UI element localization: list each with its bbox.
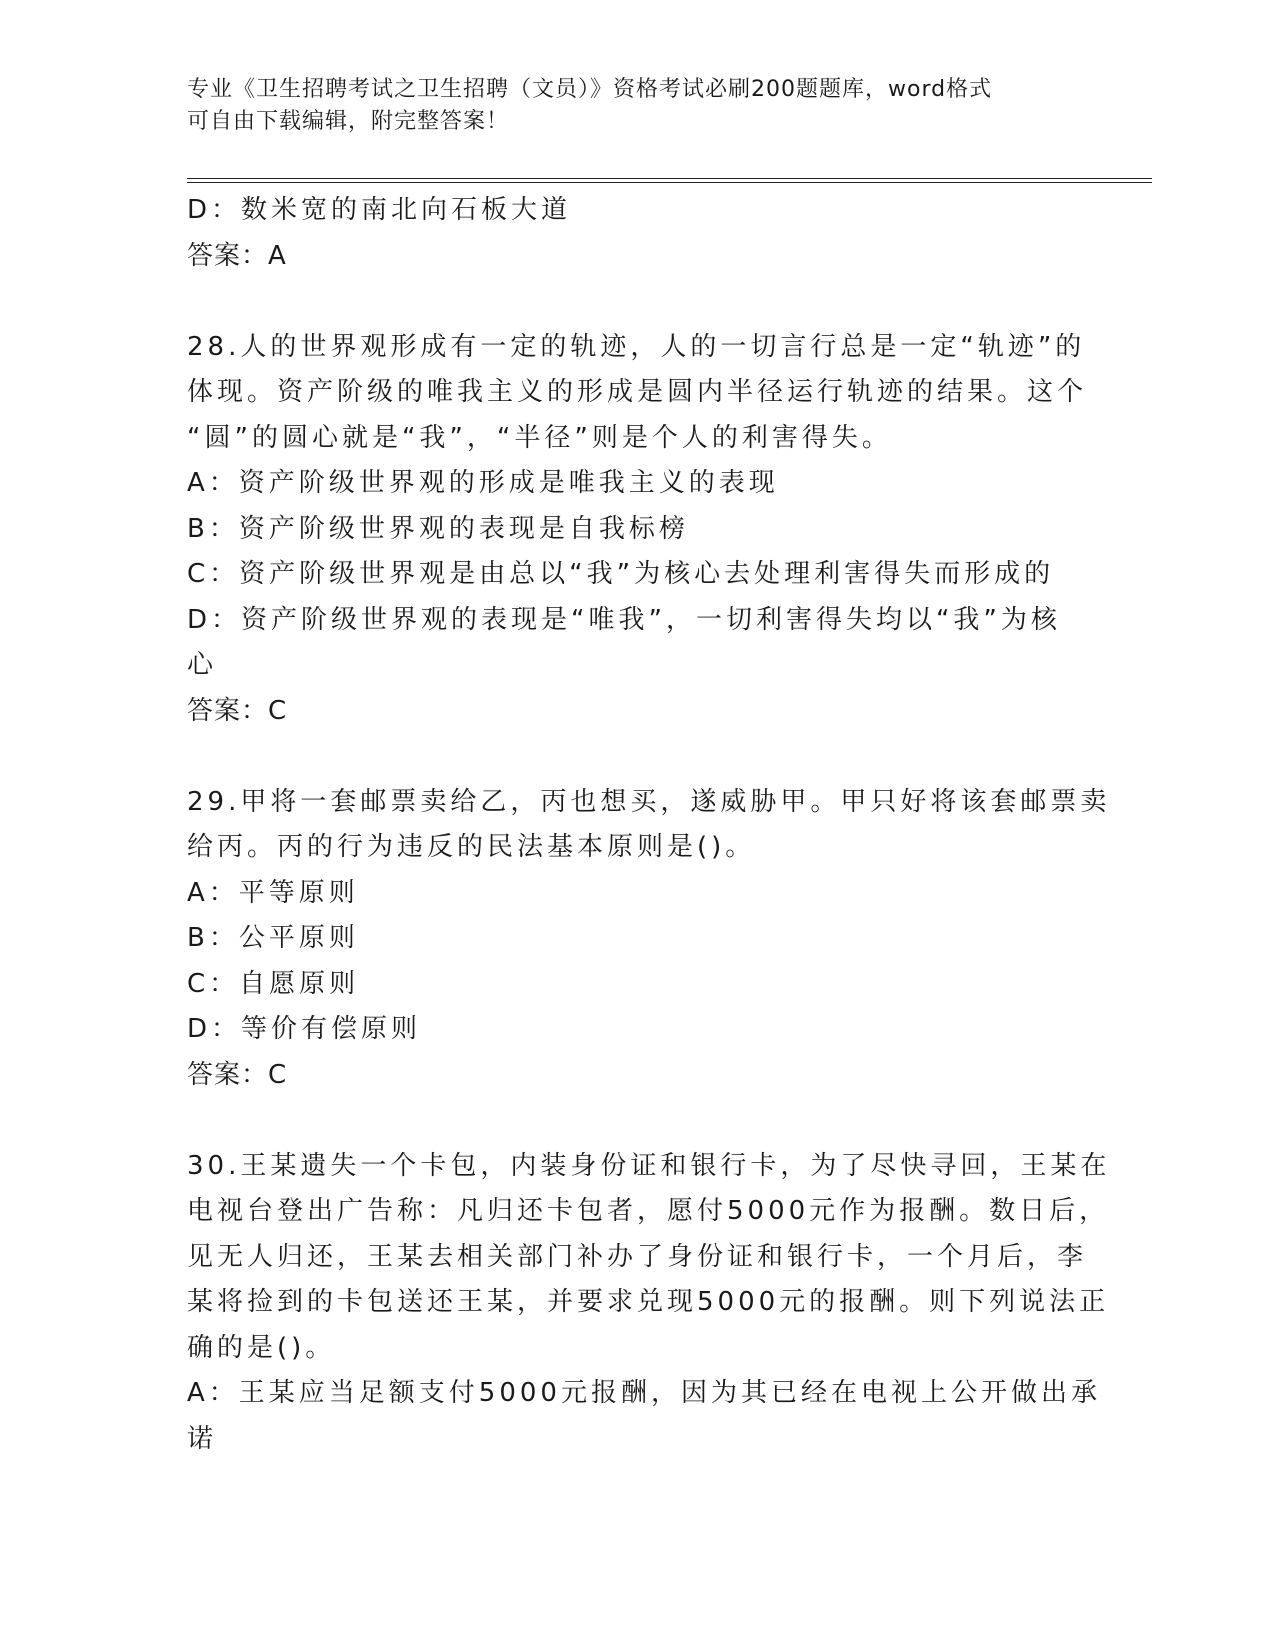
answer: 答案：C [187, 1059, 288, 1090]
option-d: D：数米宽的南北向石板大道 [187, 195, 572, 225]
document-body [187, 188, 1111, 1462]
answer: 答案：C [187, 695, 288, 726]
header-title-line-2: 可自由下载编辑，附完整答案！ [187, 109, 510, 134]
spacer [187, 734, 1087, 780]
option-d: D：资产阶级世界观的表现是“唯我”，一切利害得失均以“我”为核 [187, 604, 1061, 635]
question-stem-line: 确的是()。 [187, 1332, 336, 1363]
page-header [187, 74, 1067, 138]
option-a-continued: 诺 [187, 1423, 218, 1454]
header-title-line-1: 专业《卫生招聘考试之卫生招聘（文员）》资格考试必刷200题题库，word格式 [187, 77, 993, 102]
option-a: A：王某应当足额支付5000元报酬，因为其已经在电视上公开做出承 [187, 1378, 1101, 1408]
spacer [187, 279, 1087, 325]
question-stem-line: 28.人的世界观形成有一定的轨迹，人的一切言行总是一定“轨迹”的 [187, 331, 1086, 362]
question-29 [187, 780, 1111, 1099]
question-stem-line: “圆”的圆心就是“我”，“半径”则是个人的利害得失。 [187, 422, 892, 453]
answer: 答案：A [187, 240, 287, 271]
question-stem-line: 某将捡到的卡包送还王某，并要求兑现5000元的报酬。则下列说法正 [187, 1287, 1110, 1317]
question-30 [187, 1144, 1111, 1463]
option-b: B：公平原则 [187, 923, 359, 953]
option-d: D：等价有偿原则 [187, 1014, 422, 1044]
question-stem-line: 30.王某遗失一个卡包，内装身份证和银行卡，为了尽快寻回，王某在 [187, 1150, 1111, 1181]
question-stem-line: 体现。资产阶级的唯我主义的形成是圆内半径运行轨迹的结果。这个 [187, 377, 1088, 407]
question-stem-line: 给丙。丙的行为违反的民法基本原则是()。 [187, 832, 756, 862]
option-c: C：资产阶级世界观是由总以“我”为核心去处理利害得失而形成的 [187, 559, 1055, 589]
previous-question-tail [187, 188, 1087, 279]
question-stem-line: 电视台登出广告称：凡归还卡包者，愿付5000元作为报酬。数日后， [187, 1196, 1110, 1226]
question-stem-line: 见无人归还，王某去相关部门补办了身份证和银行卡，一个月后，李 [187, 1241, 1088, 1272]
header-divider [187, 178, 1152, 183]
option-d-continued: 心 [187, 650, 218, 680]
option-a: A：资产阶级世界观的形成是唯我主义的表现 [187, 468, 779, 498]
question-28 [187, 325, 1087, 735]
option-b: B：资产阶级世界观的表现是自我标榜 [187, 513, 689, 544]
option-c: C：自愿原则 [187, 968, 360, 999]
spacer [187, 1098, 1087, 1144]
question-stem-line: 29.甲将一套邮票卖给乙，丙也想买，遂威胁甲。甲只好将该套邮票卖 [187, 786, 1111, 817]
option-a: A：平等原则 [187, 877, 359, 908]
